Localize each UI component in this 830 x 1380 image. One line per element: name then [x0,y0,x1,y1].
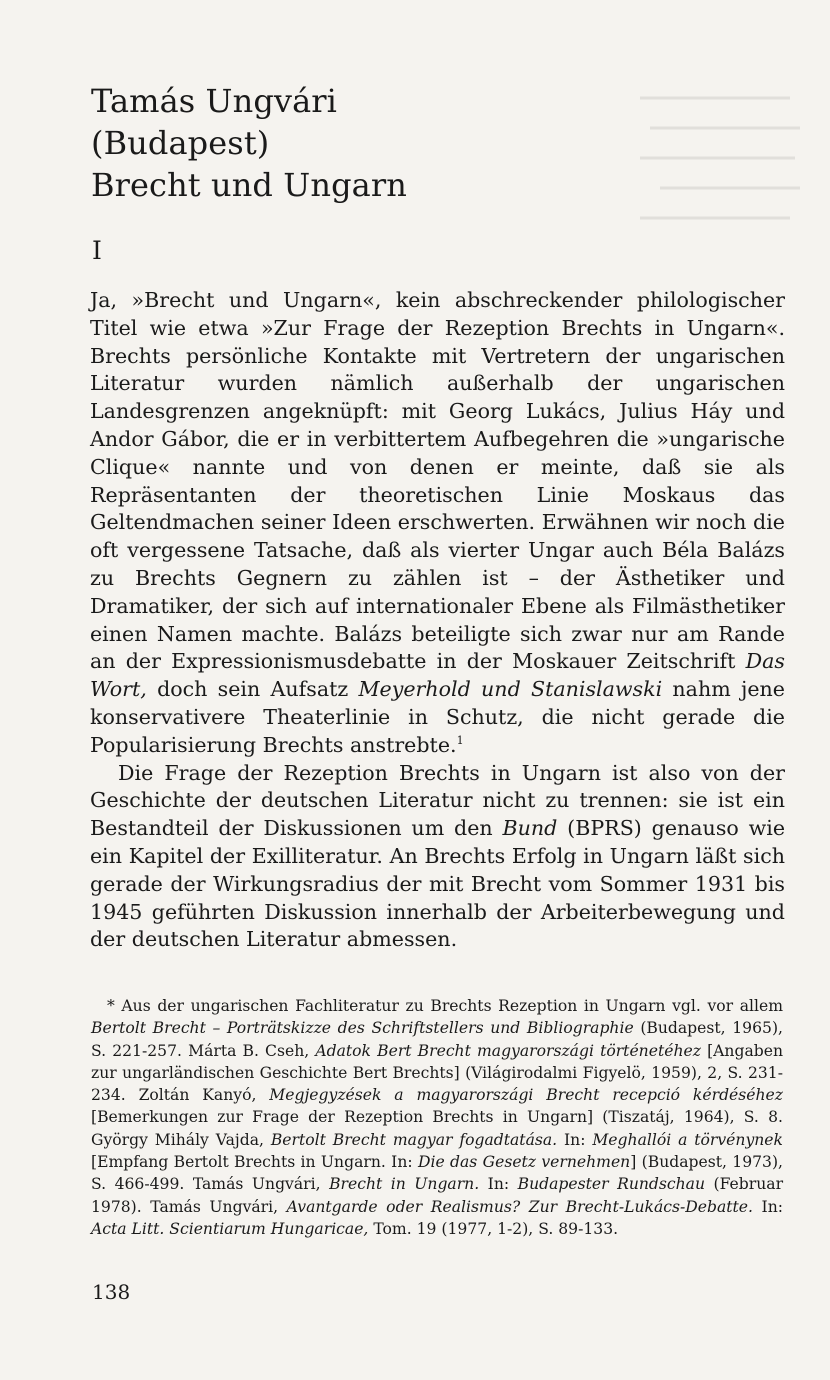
article-header [91,80,511,206]
page-number: 138 [92,1280,131,1304]
bleed-through-text [640,88,800,248]
citation-title: Die das Gesetz vernehmen [417,1153,631,1172]
footnote-ref: 1 [456,733,464,747]
footnote-run: ] (Budapest, 1973), S. 466-499. Tamás Ungvári, [91,1153,784,1194]
paragraph-2 [90,760,785,955]
footnote-run: In: [479,1175,518,1194]
text-run: nahm jene konservativere Theaterlinie in Schutz, die nicht gerade die Popularisierung Brechts anstrebte. [90,677,785,757]
citation-title: Bertolt Brecht – Porträtskizze des Schriftstellers und Bibliographie [91,1019,634,1038]
footnote-run: In: [557,1130,593,1149]
citation-title: Budapester Rundschau [517,1175,706,1194]
paragraph-1 [90,287,785,760]
citation-title: Meghallói a törvénynek [592,1130,783,1149]
citation-title: Avantgarde oder Realismus? Zur Brecht-Lukács-Debatte. [286,1197,753,1216]
author-line: Tamás Ungvári (Budapest) [91,82,338,162]
footnote-run: (Februar 1978). Tamás Ungvári, [91,1175,784,1216]
footnote-run: * Aus der ungarischen Fachliteratur zu Brechts Rezeption in Ungarn vgl. vor allem [107,997,783,1015]
citation-title: Megjegyzések a magyarországi Brecht recepció kérdéséhez [269,1086,783,1105]
footnote-run: In: [753,1197,784,1216]
footnote-run: [Bemerkungen zur Frage der Rezeption Brechts in Ungarn] (Tiszatáj, 1964), S. 8. György Mihály Vajda, [91,1108,783,1149]
article-title: Brecht und Ungarn [91,166,407,204]
essay-title: Meyerhold und Stanislawski [358,677,663,702]
citation-title: Acta Litt. Scientiarum Hungaricae, [91,1219,369,1238]
text-run: Ja, »Brecht und Ungarn«, kein abschreckender philologischer Titel wie etwa »Zur Frage der Rezeption Brechts in Ungarn«. Brechts persönliche Kontakte mit Vertretern der ungarischen Literatur wurden nämlich außerhalb der ungarischen Landesgrenzen angeknüpft: mit Georg Lukács, Julius Háy und Andor Gábor, die er in verbittertem Aufbegehren die »ungarische Clique« nannte und von denen er meinte, daß sie als Repräsentanten der theoretischen Linie Moskaus das Geltendmachen seiner Ideen erschwerten. Erwähnen wir noch die oft vergessene Tatsache, daß als vierter Ungar auch Béla Balázs zu Brechts Gegnern zu zählen ist – der Ästhetiker und Dramatiker, der sich auf internationaler Ebene als Filmästhetiker einen Namen machte. Balázs beteiligte sich zwar nur am Rande an der Expressionismusdebatte in der Moskauer Zeitschrift [90,288,785,674]
organization-name: Bund [502,816,558,841]
body-text [90,287,785,954]
footnote [91,995,783,1240]
citation-title: Adatok Bert Brecht magyarországi történetéhez [315,1041,701,1060]
citation-title: Bertolt Brecht magyar fogadtatása. [270,1130,558,1149]
text-run: (BPRS) genauso wie ein Kapitel der Exilliteratur. An Brechts Erfolg in Ungarn läßt sich gerade der Wirkungsradius der mit Brecht vom Sommer 1931 bis 1945 geführten Diskussion innerhalb der Arbeiterbewegung und der deutschen Literatur abmessen. [90,816,786,952]
footnote-run: [Empfang Bertolt Brechts in Ungarn. In: [91,1153,418,1172]
footnote-run: (Budapest, 1965), S. 221-257. Márta B. Cseh, [91,1019,783,1060]
text-run: doch sein Aufsatz [146,677,359,702]
text-run: Die Frage der Rezeption Brechts in Ungarn ist also von der Geschichte der deutschen Literatur nicht zu trennen: sie ist ein Bestandteil der Diskussionen um den [90,760,785,841]
section-number: I [92,236,102,265]
citation-title: Brecht in Ungarn. [329,1175,480,1194]
footnote-run: [Angaben zur ungarländischen Geschichte Bert Brechts] (Világirodalmi Figyelö, 1959), 2, S. 231-234. Zoltán Kanyó, [91,1041,783,1105]
journal-title: Das Wort, [90,649,785,702]
footnote-run: Tom. 19 (1977, 1-2), S. 89-133. [368,1219,619,1238]
